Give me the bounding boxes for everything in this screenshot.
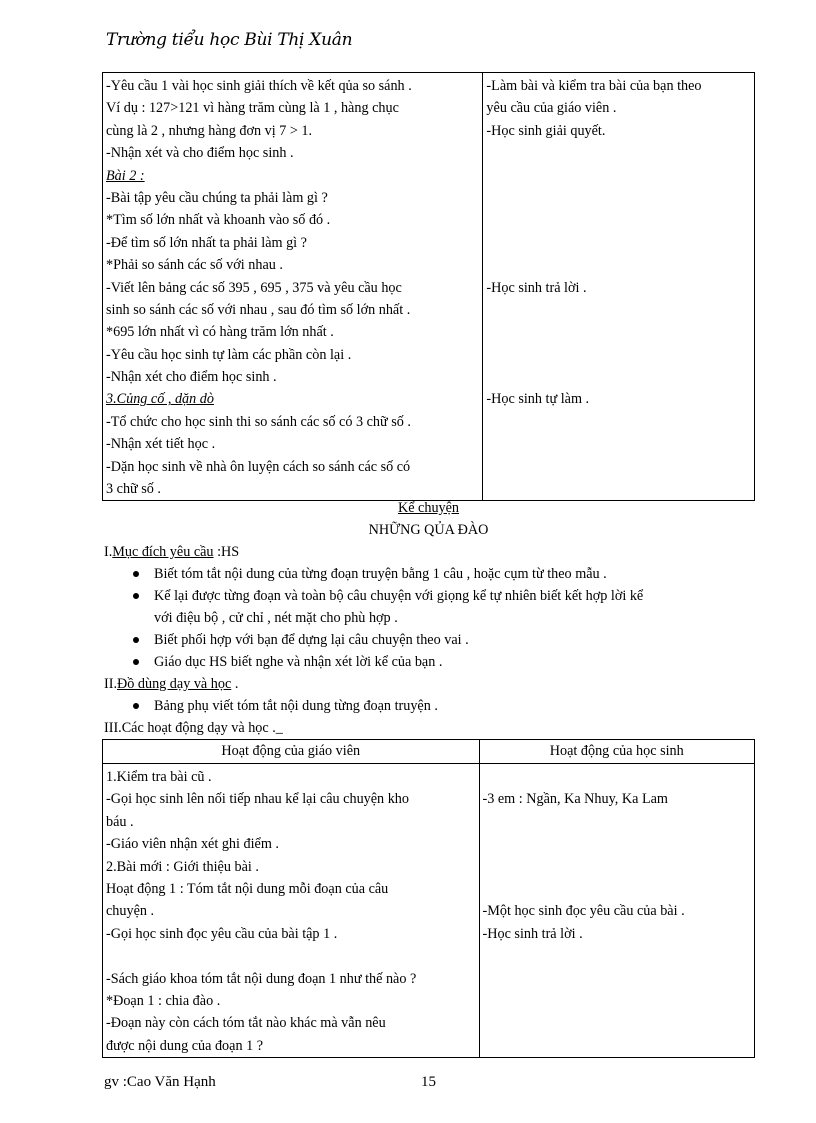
- t1-right-line: -Học sinh tự làm .: [486, 391, 590, 408]
- t2-left-line: -Giáo viên nhận xét ghi điểm .: [106, 836, 279, 853]
- t2-right-line: [480, 878, 754, 900]
- section-2-title: Đồ dùng dạy và học: [117, 676, 232, 692]
- t1-left-line: -Tổ chức cho học sinh thi so sánh các số có 3 chữ số .: [106, 413, 411, 430]
- bullet-icon: [133, 659, 139, 665]
- t2-right-line: -3 em : Ngần, Ka Nhuy, Ka Lam: [482, 791, 668, 808]
- t2-left-line: -Gọi học sinh lên nối tiếp nhau kể lại câu chuyện kho: [106, 791, 409, 808]
- t1-left-line: *Phải so sánh các số với nhau .: [106, 257, 283, 274]
- teacher-name: gv :Cao Văn Hạnh: [104, 1074, 216, 1090]
- t2-right-line: [480, 833, 754, 855]
- bullet-icon: [133, 703, 139, 709]
- t1-right-line: yêu cầu của giáo viên .: [486, 100, 617, 117]
- subject-heading: Kể chuyện: [397, 500, 460, 516]
- t1-right-line: [483, 232, 754, 254]
- t1-left-line: -Dặn học sinh về nhà ôn luyện cách so sánh các số có: [106, 458, 411, 475]
- lesson-table-1: [102, 72, 755, 501]
- t1-left-line: *Tìm số lớn nhất và khoanh vào số đó .: [106, 212, 331, 229]
- section-2-suffix: .: [231, 676, 239, 692]
- teacher-activities-cell: [103, 73, 483, 501]
- t1-left-line: -Nhận xét cho điểm học sinh .: [106, 369, 277, 386]
- student-column-header: [479, 740, 754, 764]
- t2-right-line: [480, 990, 754, 1012]
- t1-right-line: [483, 321, 754, 343]
- section-2-number: II.: [104, 676, 117, 692]
- t2-right-line: -Học sinh trả lời .: [482, 925, 583, 942]
- t1-right-line: -Học sinh trả lời .: [486, 279, 587, 296]
- section-1-heading: [104, 541, 239, 563]
- t1-right-line: [483, 254, 754, 276]
- t2-right-line: [480, 1035, 754, 1057]
- t1-left-line: -Để tìm số lớn nhất ta phải làm gì ?: [106, 234, 307, 251]
- t2-left-line: -Sách giáo khoa tóm tắt nội dung đoạn 1 như thế nào ?: [106, 970, 417, 987]
- student-activities-cell: [483, 73, 755, 501]
- t2-left-line: 1.Kiểm tra bài cũ .: [106, 769, 212, 785]
- t2-left-line: báu .: [106, 813, 134, 830]
- student-header-label: Hoạt động của học sinh: [549, 743, 684, 759]
- section-1-number: I.: [104, 544, 113, 560]
- t1-left-line: 3.Củng cố , dặn dò: [106, 391, 214, 408]
- story-title: NHỮNG QỦA ĐÀO: [368, 522, 489, 538]
- t1-right-line: -Học sinh giải quyết.: [486, 122, 606, 139]
- goal-item: Giáo dục HS biết nghe và nhận xét lời kể của bạn .: [154, 654, 443, 670]
- school-header: Trường tiểu học Bùi Thị Xuân: [106, 30, 353, 50]
- t1-right-line: [483, 209, 754, 231]
- goal-item: Kể lại được từng đoạn và toàn bộ câu chuyện với giọng kể tự nhiên biết kết hợp lời kể: [154, 588, 644, 604]
- t2-left-line: -Đoạn này còn cách tóm tắt nào khác mà vẫn nêu: [106, 1015, 386, 1032]
- bullet-icon: [133, 637, 139, 643]
- t1-right-line: [483, 344, 754, 366]
- t2-right-line: [480, 945, 754, 967]
- t1-left-line: Bài 2 :: [106, 167, 145, 184]
- bullet-icon: [133, 571, 139, 577]
- goal-item-continued: với điệu bộ , cử chỉ , nét mặt cho phù hợp .: [154, 610, 398, 626]
- t1-left-line: -Nhận xét và cho điểm học sinh .: [106, 145, 294, 162]
- goal-item: Biết phối hợp với bạn để dựng lại câu chuyện theo vai .: [154, 632, 469, 648]
- section-1-suffix: :HS: [213, 544, 240, 560]
- t1-right-line: [483, 456, 754, 478]
- t1-left-line: -Yêu cầu 1 vài học sinh giải thích về kết qủa so sánh .: [106, 78, 412, 94]
- t1-left-line: cùng là 2 , nhưng hàng đơn vị 7 > 1.: [106, 122, 313, 139]
- t1-right-line: -Làm bài và kiểm tra bài của bạn theo: [486, 78, 702, 94]
- teacher-header-label: Hoạt động của giáo viên: [221, 743, 361, 759]
- t2-left-line: 2.Bài mới : Giới thiệu bài .: [106, 858, 259, 875]
- t2-left-line: *Đoạn 1 : chia đào .: [106, 992, 221, 1009]
- t1-left-line: -Viết lên bảng các số 395 , 695 , 375 và yêu cầu học: [106, 279, 402, 296]
- teacher-activities-cell: [103, 764, 480, 1058]
- t2-right-line: [480, 1012, 754, 1034]
- t2-right-line: [480, 968, 754, 990]
- t2-left-line: Hoạt động 1 : Tóm tắt nội dung mỗi đoạn của câu: [106, 880, 389, 897]
- t1-left-line: -Nhận xét tiết học .: [106, 436, 216, 453]
- t2-right-line: [480, 856, 754, 878]
- t1-left-line: *695 lớn nhất vì có hàng trăm lớn nhất .: [106, 324, 334, 341]
- t2-left-line: -Gọi học sinh đọc yêu cầu của bài tập 1 .: [106, 925, 338, 942]
- t1-right-line: [483, 165, 754, 187]
- t2-left-line: [103, 945, 479, 967]
- student-activities-cell: [479, 764, 754, 1058]
- goal-item: Biết tóm tắt nội dung của từng đoạn truyện bằng 1 câu , hoặc cụm từ theo mẫu .: [154, 566, 607, 582]
- section-2-heading: [104, 673, 238, 695]
- t2-right-line: -Một học sinh đọc yêu cầu của bài .: [482, 903, 685, 920]
- t1-right-line: [483, 142, 754, 164]
- t1-left-line: -Bài tập yêu cầu chúng ta phải làm gì ?: [106, 189, 328, 206]
- t2-left-line: được nội dung của đoạn 1 ?: [106, 1037, 264, 1054]
- teacher-column-header: [103, 740, 480, 764]
- t1-left-line: sinh so sánh các số với nhau , sau đó tìm số lớn nhất .: [106, 301, 411, 318]
- t2-right-line: [480, 811, 754, 833]
- material-item: Bảng phụ viết tóm tắt nội dung từng đoạn truyện .: [154, 698, 438, 714]
- t2-right-line: [480, 766, 754, 788]
- lesson-table-2: [102, 739, 755, 1058]
- t1-left-line: Ví dụ : 127>121 vì hàng trăm cùng là 1 , hàng chục: [106, 100, 399, 117]
- t1-right-line: [483, 411, 754, 433]
- t1-left-line: 3 chữ số .: [106, 481, 161, 498]
- t1-right-line: [483, 299, 754, 321]
- bullet-icon: [133, 593, 139, 599]
- t1-right-line: [483, 366, 754, 388]
- section-1-title: Mục đích yêu cầu: [112, 544, 214, 560]
- t2-left-line: chuyện .: [106, 903, 155, 920]
- page-number: 15: [421, 1074, 436, 1090]
- t1-right-line: [483, 187, 754, 209]
- section-3-heading: III.Các hoạt động dạy và học ._: [104, 720, 283, 736]
- t1-left-line: -Yêu cầu học sinh tự làm các phần còn lại .: [106, 346, 352, 363]
- t1-right-line: [483, 433, 754, 455]
